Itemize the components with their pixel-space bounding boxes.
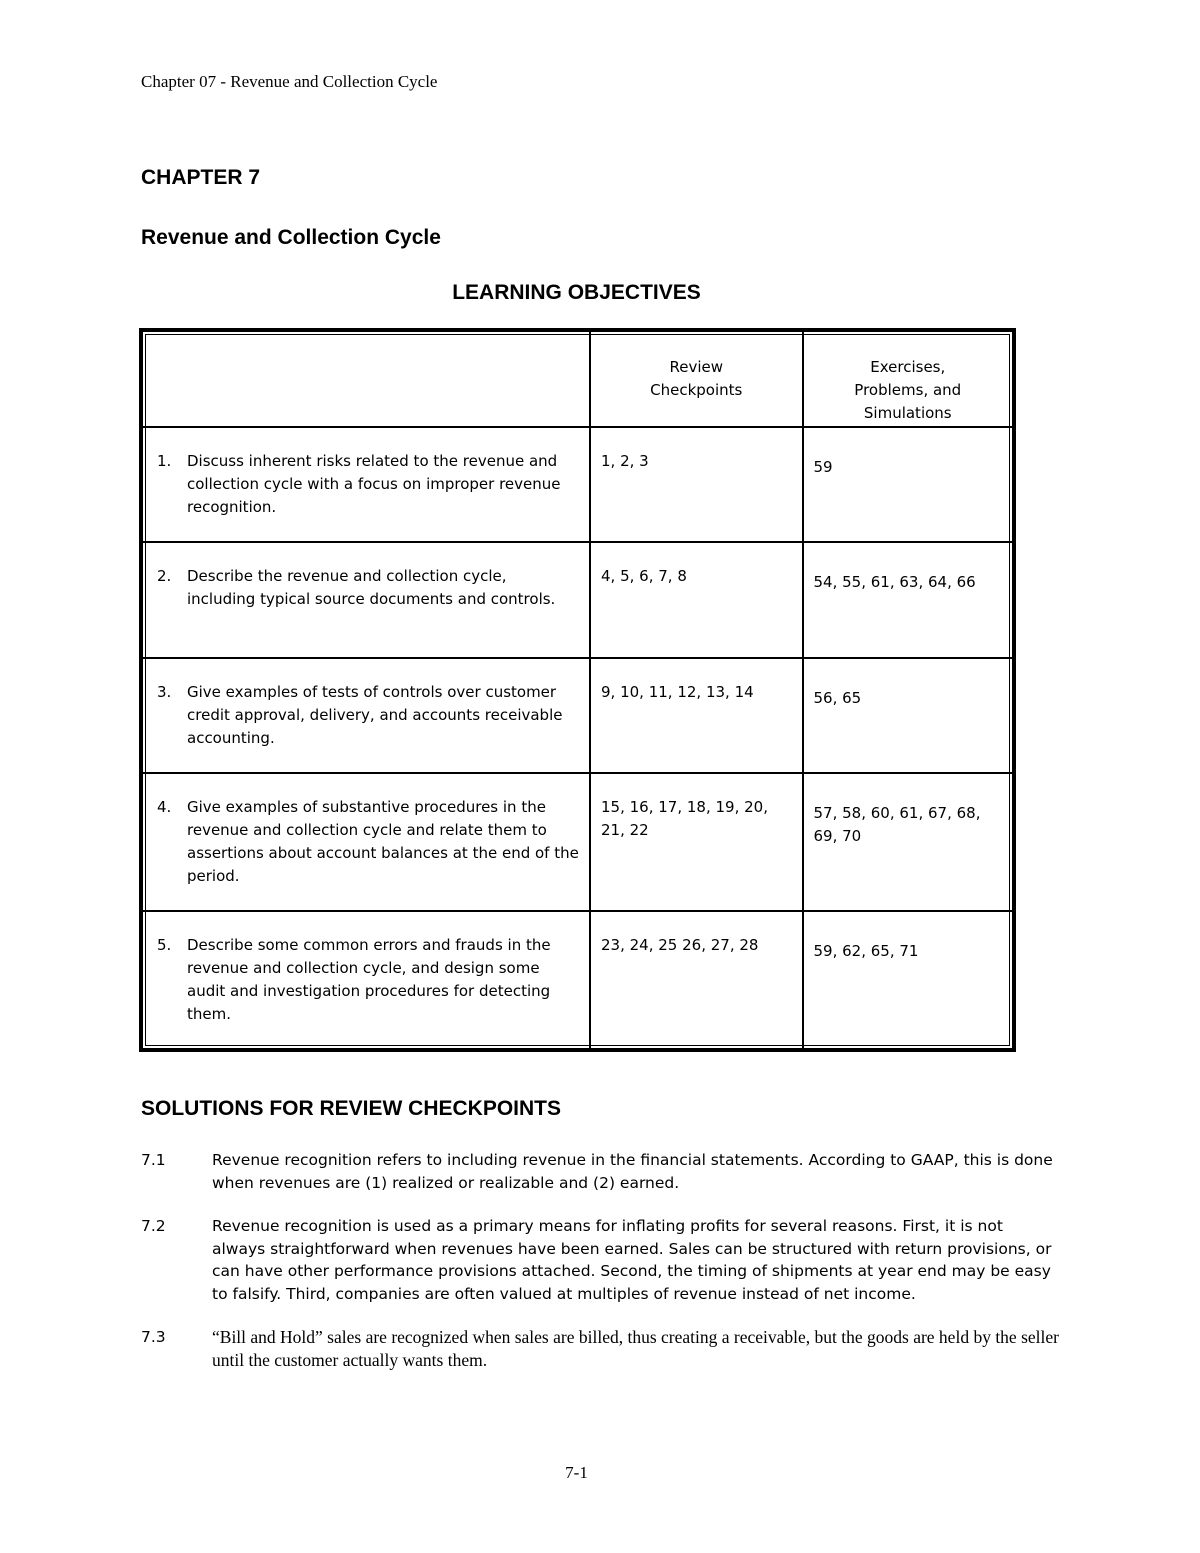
table-row (141, 911, 1014, 1050)
list-item (141, 1326, 1061, 1371)
solutions-heading: SOLUTIONS FOR REVIEW CHECKPOINTS (141, 1097, 562, 1120)
objective-cell (141, 427, 590, 542)
review-checkpoints-cell: 4, 5, 6, 7, 8 (590, 542, 802, 657)
objective-text: Discuss inherent risks related to the revenue and collection cycle with a focus on improper revenue recognition. (187, 452, 561, 517)
table-row (141, 427, 1014, 542)
header-text: Exercises, (870, 358, 946, 376)
review-checkpoints-cell: 1, 2, 3 (590, 427, 802, 542)
objective-text: Give examples of substantive procedures in the revenue and collection cycle and relate them to assertions about account balances at the end of the period. (187, 797, 579, 885)
header-text: Review (669, 358, 724, 376)
running-header: Chapter 07 - Revenue and Collection Cycle (141, 72, 438, 91)
list-item (141, 1149, 1061, 1194)
chapter-title: Revenue and Collection Cycle (141, 226, 441, 249)
objective-number: 4. (157, 797, 172, 816)
objective-cell (141, 773, 590, 912)
objective-text: Describe the revenue and collection cycle, including typical source documents and controls. (187, 567, 556, 609)
objective-text: Give examples of tests of controls over customer credit approval, delivery, and accounts receivable accounting. (187, 682, 563, 747)
objective-number: 5. (157, 936, 172, 955)
objective-cell (141, 911, 590, 1050)
table-row (141, 773, 1014, 912)
table-row (141, 542, 1014, 657)
header-text: Problems, and (854, 381, 962, 399)
objective-number: 2. (157, 567, 172, 586)
exercises-cell: 56, 65 (803, 658, 1015, 773)
objective-cell (141, 658, 590, 773)
objective-number: 1. (157, 452, 172, 471)
objective-text: Describe some common errors and frauds in the revenue and collection cycle, and design some audit and investigation procedures for detecting them. (187, 936, 551, 1024)
table-header-row (141, 330, 1014, 427)
review-checkpoints-cell: 9, 10, 11, 12, 13, 14 (590, 658, 802, 773)
solution-text: “Bill and Hold” sales are recognized when sales are billed, thus creating a receivable, but the goods are held by the seller until the customer actually wants them. (212, 1327, 1059, 1370)
learning-objectives-heading: LEARNING OBJECTIVES (452, 281, 701, 304)
exercises-column-header (803, 330, 1015, 427)
objective-cell (141, 542, 590, 657)
review-checkpoints-cell: 23, 24, 25 26, 27, 28 (590, 911, 802, 1050)
review-checkpoints-cell: 15, 16, 17, 18, 19, 20, 21, 22 (590, 773, 802, 912)
table-row (141, 658, 1014, 773)
learning-objectives-table (139, 328, 1016, 1052)
chapter-label: CHAPTER 7 (141, 166, 261, 189)
review-checkpoints-column-header (590, 330, 802, 427)
solution-number: 7.3 (141, 1328, 166, 1346)
exercises-cell: 54, 55, 61, 63, 64, 66 (803, 542, 1015, 657)
solution-text: Revenue recognition refers to including revenue in the financial statements. According to GAAP, this is done when revenues are (1) realized or realizable and (2) earned. (212, 1151, 1053, 1192)
solution-number: 7.1 (141, 1151, 166, 1169)
objective-column-header (141, 330, 590, 427)
exercises-cell: 57, 58, 60, 61, 67, 68, 69, 70 (803, 773, 1015, 912)
header-text: Simulations (863, 404, 952, 422)
solutions-list (141, 1149, 1061, 1392)
objective-number: 3. (157, 682, 172, 701)
exercises-cell: 59 (803, 427, 1015, 542)
list-item (141, 1215, 1061, 1305)
page-number: 7-1 (565, 1463, 588, 1482)
solution-number: 7.2 (141, 1217, 166, 1235)
header-text: Checkpoints (650, 381, 743, 399)
exercises-cell: 59, 62, 65, 71 (803, 911, 1015, 1050)
solution-text: Revenue recognition is used as a primary means for inflating profits for several reasons. First, it is not always straightforward when revenues have been earned. Sales can be structured with return provisions, or can have other performance provisions attached. Second, the timing of shipments at year end may be easy to falsify. Third, companies are often valued at multiples of revenue instead of net income. (212, 1217, 1052, 1303)
